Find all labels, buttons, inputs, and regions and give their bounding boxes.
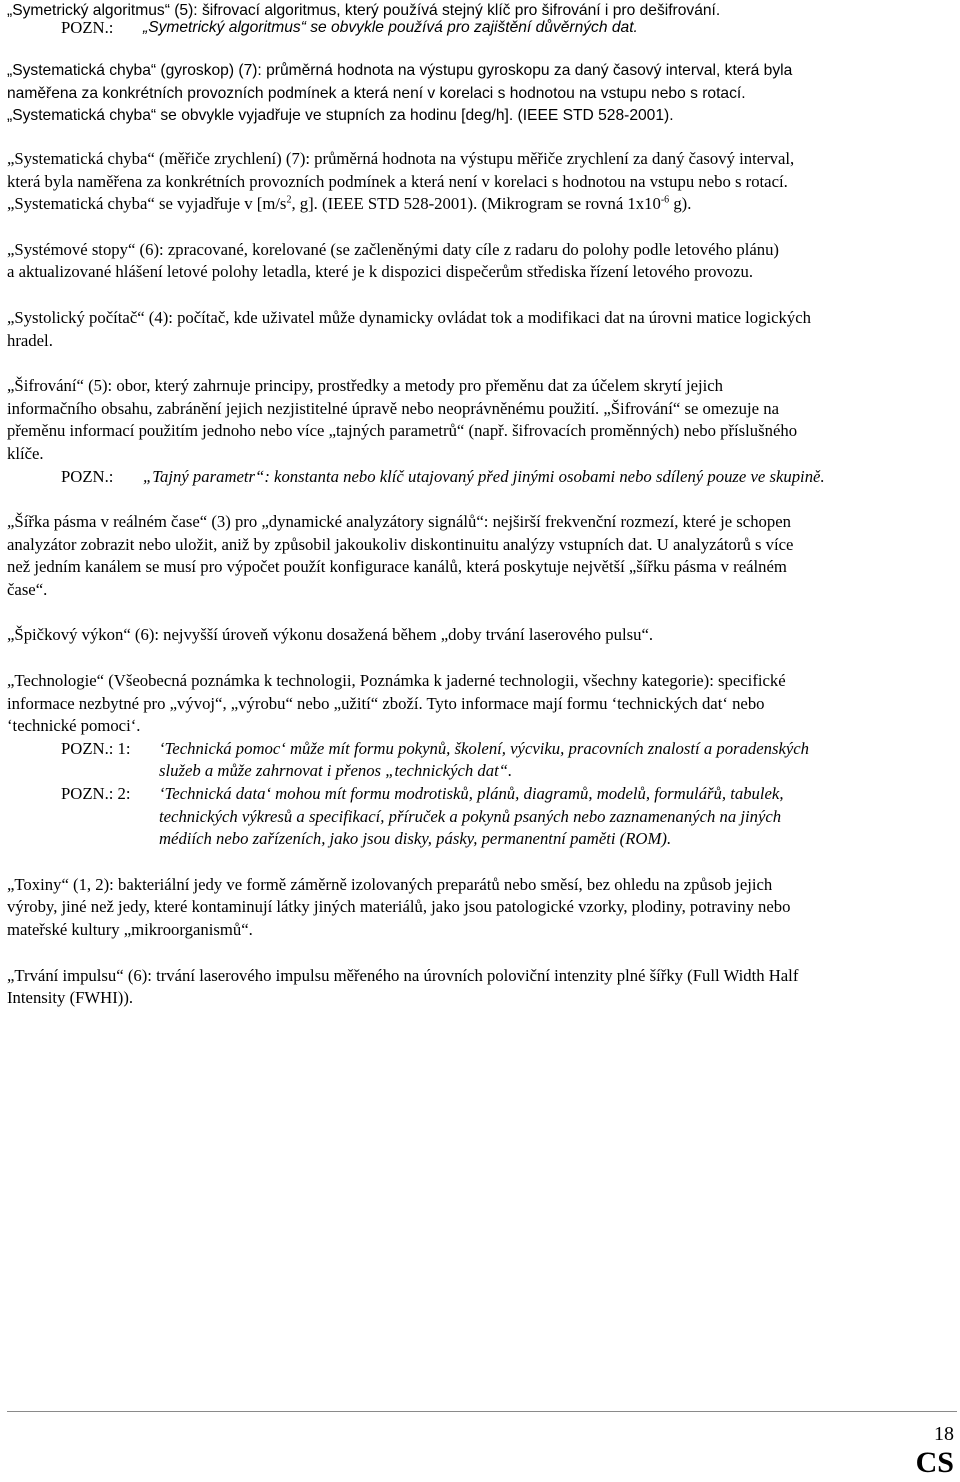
superscript: -6 xyxy=(660,194,670,206)
note-label: POZN.: 2: xyxy=(61,784,131,804)
line: „Systémové stopy“ (6): zpracované, korelované (se začleněnými daty cíle z radaru do polohy podle letového plánu) xyxy=(7,239,779,259)
note-text: „Tajný parametr“: konstanta nebo klíč utajovaný před jinými osobami nebo sdílený pouze ve skupině. xyxy=(143,466,825,486)
line: ‘technické pomoci‘. xyxy=(7,716,141,736)
line: „Šířka pásma v reálném čase“ (3) pro „dynamické analyzátory signálů“: nejširší frekvenční rozmezí, které je schopen xyxy=(7,512,791,532)
document-page xyxy=(7,0,953,1010)
line xyxy=(7,193,953,216)
note-text: „Symetrický algoritmus“ se obvykle používá pro zajištění důvěrných dat. xyxy=(143,18,638,36)
line: Intensity (FWHI)). xyxy=(7,988,134,1008)
superscript: 2 xyxy=(286,194,292,206)
line: „Technologie“ (Všeobecná poznámka k technologii, Poznámka k jaderné technologii, všechny kategorie): specifické xyxy=(7,671,786,691)
line: a aktualizované hlášení letové polohy letadla, které je k dispozici dispečerům střediska řízení letového provozu. xyxy=(7,262,754,282)
entry-technology xyxy=(7,670,953,851)
line: mateřské kultury „mikroorganismů“. xyxy=(7,920,253,939)
entry-systolic-computer xyxy=(7,307,953,352)
note-secret-parameter xyxy=(7,466,953,489)
line: výroby, jiné než jedy, které kontaminují látky jiných materiálů, jako jsou patologické vzorky, plodiny, potraviny nebo xyxy=(7,897,791,917)
note-technical-data xyxy=(7,783,953,851)
line-part: „Systematická chyba“ se vyjadřuje v [m/s xyxy=(7,194,287,214)
entry-encryption xyxy=(7,375,953,488)
entry-system-tracks xyxy=(7,239,953,284)
note-line: technických výkresů a specifikací, příruček a pokynů psaných nebo zaznamenaných na jiných xyxy=(159,806,782,826)
note-line: médiích nebo zařízeních, jako jsou disky, pásky, permanentní paměti (ROM). xyxy=(159,829,672,849)
entry-systematic-error-accelerometer xyxy=(7,148,953,216)
line: přeměnu informací použitím jednoho nebo více „tajných parametrů“ (např. šifrovacích proměnných) nebo příslušného xyxy=(7,421,798,441)
entry-peak-power xyxy=(7,624,953,647)
line: „Toxiny“ (1, 2): bakteriální jedy ve formě záměrně izolovaných preparátů nebo směsí, bez ohledu na způsob jejich xyxy=(7,874,773,894)
entry-systematic-error-gyroscope xyxy=(7,60,953,128)
line-part: , g]. (IEEE STD 528-2001). (Mikrogram se rovná 1x10 xyxy=(291,194,661,214)
line: než jedním kanálem se musí pro výpočet použít konfigurace kanálů, která poskytuje největší „šířku pásma v reálném xyxy=(7,557,787,577)
footer-divider xyxy=(7,1411,957,1412)
line: „Trvání impulsu“ (6): trvání laserového impulsu měřeného na úrovních poloviční intenzity plné šířky (Full Width Half xyxy=(7,965,799,985)
note-line: ‘Technická data‘ mohou mít formu modrotisků, plánů, diagramů, modelů, formulářů, tabulek, xyxy=(159,784,784,804)
line: která byla naměřena za konkrétních provozních podmínek a která není v korelaci s hodnotou na vstupu nebo s rotací. xyxy=(7,171,788,191)
note-line: služeb a může zahrnovat i přenos „technických dat“. xyxy=(159,761,513,781)
entry-toxins xyxy=(7,874,953,942)
note-label: POZN.: 1: xyxy=(61,738,131,758)
line: analyzátor zobrazit nebo uložit, aniž by způsobil jakoukoliv diskontinuitu analýzy vstupních dat. U analyzátorů s více xyxy=(7,534,794,554)
line: informačního obsahu, zabránění jejich nezjistitelné úpravě nebo neoprávněnému použití. „Šifrování“ se omezuje na xyxy=(7,398,779,418)
note-text xyxy=(159,738,953,783)
line-part: g). xyxy=(669,194,692,214)
line: naměřena za konkrétních provozních podmínek a která není v korelaci s hodnotou na vstupu nebo s rotací. xyxy=(7,84,746,102)
note-label: POZN.: xyxy=(61,466,114,486)
note-symmetric-algorithm xyxy=(7,17,953,40)
language-code: CS xyxy=(915,1446,954,1479)
line: čase“. xyxy=(7,579,48,599)
line: „Systematická chyba“ (gyroskop) (7): průměrná hodnota na výstupu gyroskopu za daný časový interval, která byla xyxy=(7,62,793,80)
entry-pulse-duration xyxy=(7,965,953,1010)
page-number: 18 xyxy=(934,1423,954,1445)
line: „Špičkový výkon“ (6): nejvyšší úroveň výkonu dosažená během „doby trvání laserového pulsu“. xyxy=(7,625,654,645)
line: „Systematická chyba“ (měřiče zrychlení) (7): průměrná hodnota na výstupu měřiče zrychlení za daný časový interval, xyxy=(7,148,795,168)
note-label: POZN.: xyxy=(61,17,114,37)
line: „Systematická chyba“ se obvykle vyjadřuje ve stupních za hodinu [deg/h]. (IEEE STD 528-2001). xyxy=(7,107,674,125)
note-technical-assistance xyxy=(7,738,953,783)
line: „Šifrování“ (5): obor, který zahrnuje principy, prostředky a metody pro přeměnu dat za účelem skrytí jejich xyxy=(7,376,724,396)
entry-real-time-bandwidth xyxy=(7,511,953,601)
note-text xyxy=(159,783,953,851)
entry-symmetric-algorithm: „Symetrický algoritmus“ (5): šifrovací algoritmus, který používá stejný klíč pro šifrování i pro dešifrování. xyxy=(7,2,721,19)
line: informace nezbytné pro „vývoj“, „výrobu“ nebo „užití“ zboží. Tyto informace mají formu ‘technických dat‘ nebo xyxy=(7,693,765,713)
note-line: ‘Technická pomoc‘ může mít formu pokynů, školení, výcviku, pracovních znalostí a poradenských xyxy=(159,738,810,758)
line: „Systolický počítač“ (4): počítač, kde uživatel může dynamicky ovládat tok a modifikaci dat na úrovni matice logických xyxy=(7,307,811,327)
line: hradel. xyxy=(7,330,53,350)
line: klíče. xyxy=(7,443,44,463)
